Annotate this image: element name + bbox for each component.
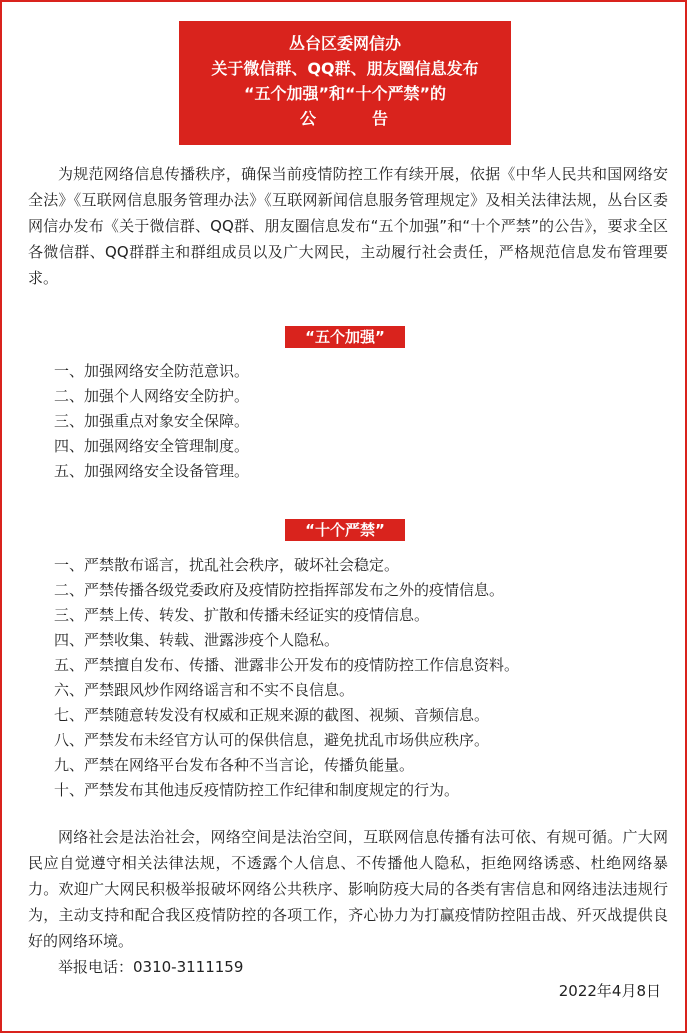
list-item: 四、严禁收集、转载、泄露涉疫个人隐私。 <box>54 631 340 649</box>
list-item: 六、严禁跟风炒作网络谣言和不实不良信息。 <box>54 681 355 699</box>
header-issuer: 丛台区委网信办 <box>288 34 401 53</box>
list-item: 九、严禁在网络平台发布各种不当言论，传播负能量。 <box>54 756 415 774</box>
header-subject: 关于微信群、QQ群、朋友圈信息发布 <box>211 59 479 78</box>
publish-date: 2022年4月8日 <box>558 982 661 1000</box>
list-item: 八、严禁发布未经官方认可的保供信息，避免扰乱市场供应秩序。 <box>54 731 490 749</box>
list-item: 三、加强重点对象安全保障。 <box>54 412 250 430</box>
intro-paragraph: 为规范网络信息传播秩序，确保当前疫情防控工作有续开展，依据《中华人民共和国网络安全法》《互联网信息服务管理办法》《互联网新闻信息服务管理规定》及相关法律法规，丛台区委网信办发布《关于微信群、QQ群、朋友圈信息发布“五个加强”和“十个严禁”的公告》，要求全区各微信群、QQ群群主和群组成员以及广大网民，主动履行社会责任，严格规范信息发布管理要求。 <box>28 165 668 287</box>
list-item: 五、严禁擅自发布、传播、泄露非公开发布的疫情防控工作信息资料。 <box>54 656 520 674</box>
closing-paragraph: 网络社会是法治社会，网络空间是法治空间，互联网信息传播有法可依、有规可循。广大网民应自觉遵守相关法律法规，不透露个人信息、不传播他人隐私，拒绝网络诱惑、杜绝网络暴力。欢迎广大网民积极举报破坏网络公共秩序、影响防疫大局的各类有害信息和网络违法违规行为，主动支持和配合我区疫情防控的各项工作，齐心协力为打赢疫情防控阻击战、歼灭战提供良好的网络环境。 <box>28 828 668 950</box>
list-item: 十、严禁发布其他违反疫情防控工作纪律和制度规定的行为。 <box>54 781 460 799</box>
list-item: 五、加强网络安全设备管理。 <box>54 462 250 480</box>
header-notice-label: 公 告 <box>299 109 408 128</box>
list-item: 一、严禁散布谣言，扰乱社会秩序，破坏社会稳定。 <box>54 556 400 574</box>
ten-prohibitions-list <box>54 553 674 803</box>
notice-header <box>179 21 511 145</box>
section-five-strengthen-title: “五个加强” <box>285 326 405 348</box>
list-item: 七、严禁随意转发没有权威和正规来源的截图、视频、音频信息。 <box>54 706 490 724</box>
list-item: 二、严禁传播各级党委政府及疫情防控指挥部发布之外的疫情信息。 <box>54 581 505 599</box>
list-item: 三、严禁上传、转发、扩散和传播未经证实的疫情信息。 <box>54 606 430 624</box>
header-topic: “五个加强”和“十个严禁”的 <box>243 84 447 103</box>
five-strengthen-list <box>54 359 674 484</box>
list-item: 一、加强网络安全防范意识。 <box>54 362 250 380</box>
list-item: 四、加强网络安全管理制度。 <box>54 437 250 455</box>
report-hotline: 举报电话：0310-3111159 <box>58 958 244 976</box>
list-item: 二、加强个人网络安全防护。 <box>54 387 250 405</box>
section-ten-prohibitions-title: “十个严禁” <box>285 519 405 541</box>
